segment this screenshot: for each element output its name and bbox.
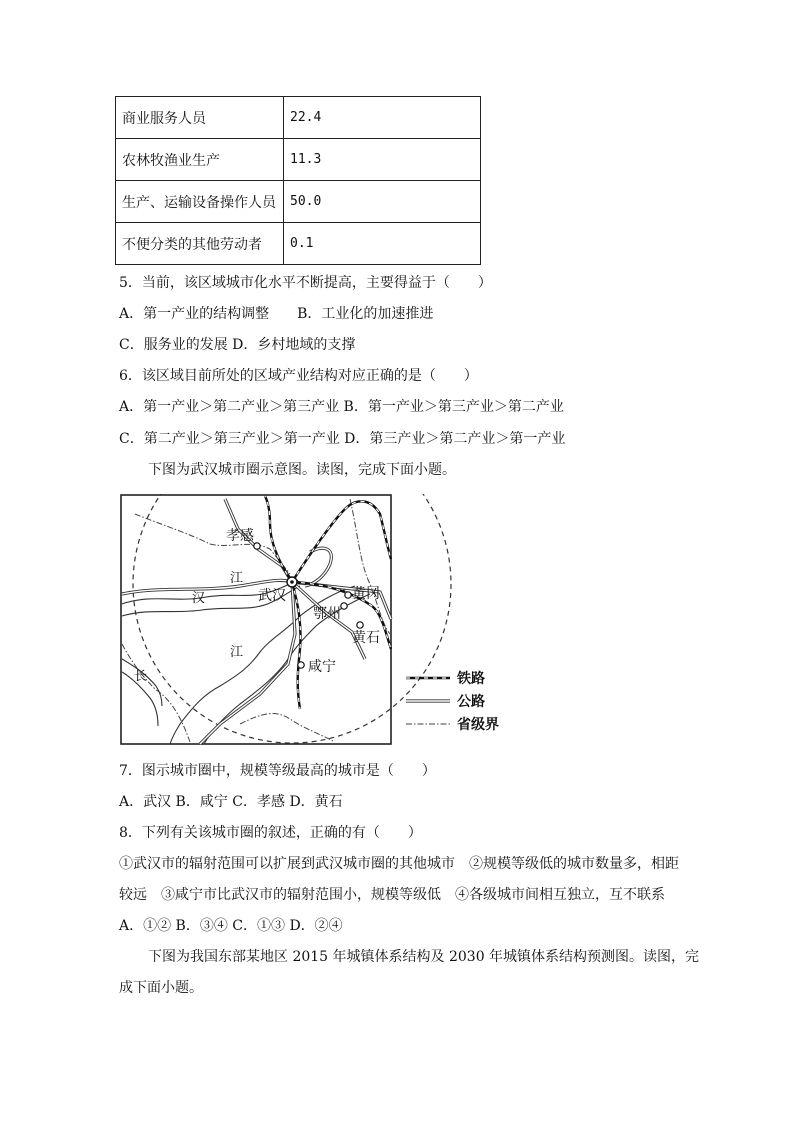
table-row (116, 181, 481, 223)
wuhan-city-circle-map (120, 494, 512, 750)
table-cell-category: 农林牧渔业生产 (116, 139, 284, 181)
occupation-table (115, 96, 481, 265)
q8-stem: 8．下列有关该城市圈的叙述，正确的有（ ） (119, 825, 422, 841)
river-label-han-jiang: 江 (230, 571, 244, 586)
q7-stem: 7．图示城市圈中，规模等级最高的城市是（ ） (119, 763, 436, 779)
table-row (116, 223, 481, 265)
city-marker-huanggang (345, 592, 351, 598)
city-marker-xianning (298, 662, 304, 668)
city-label-huangshi: 黄石 (352, 630, 380, 646)
table-cell-value: 22.4 (284, 97, 481, 139)
q6-options-ab: A．第一产业＞第二产业＞第三产业 B．第一产业＞第三产业＞第二产业 (119, 399, 564, 415)
river-label-chang: 长 (134, 669, 148, 684)
table-cell-value: 0.1 (284, 223, 481, 265)
table-cell-value: 50.0 (284, 181, 481, 223)
city-label-xianning: 咸宁 (308, 659, 336, 675)
table-row (116, 97, 481, 139)
map-legend (406, 670, 499, 733)
legend-highway: 公路 (457, 694, 485, 710)
table-cell-category: 商业服务人员 (116, 97, 284, 139)
legend-railway: 铁路 (457, 671, 485, 687)
table-cell-value: 11.3 (284, 139, 481, 181)
q6-stem: 6．该区域目前所处的区域产业结构对应正确的是（ ） (119, 368, 478, 384)
table-cell-category: 不便分类的其他劳动者 (116, 223, 284, 265)
map-frame (121, 495, 391, 744)
next-intro-line2: 成下面小题。 (119, 980, 203, 996)
city-label-ezhou: 鄂州 (313, 606, 341, 622)
table-cell-category: 生产、运输设备操作人员 (116, 181, 284, 223)
river-label-chang-jiang: 江 (230, 645, 244, 660)
city-marker-wuhan-dot (290, 580, 294, 584)
city-marker-xiaogan (254, 543, 260, 549)
city-marker-huangshi (357, 622, 363, 628)
city-marker-ezhou (341, 603, 347, 609)
q6-options-cd: C．第二产业＞第三产业＞第一产业 D．第三产业＞第二产业＞第一产业 (119, 431, 566, 447)
city-label-wuhan: 武汉 (258, 588, 286, 604)
table-row (116, 139, 481, 181)
river-label-han: 汉 (192, 591, 206, 606)
q8-statements-line1: ①武汉市的辐射范围可以扩展到武汉城市圈的其他城市 ②规模等级低的城市数量多，相距 (119, 856, 679, 872)
q5-options-cd: C．服务业的发展 D．乡村地域的支撑 (119, 337, 356, 353)
map-intro: 下图为武汉城市圈示意图。读图，完成下面小题。 (148, 462, 456, 478)
city-label-xiaogan: 孝感 (226, 528, 254, 544)
next-intro-line1: 下图为我国东部某地区 2015 年城镇体系结构及 2030 年城镇体系结构预测图。读图，完 (148, 949, 700, 965)
q7-options: A．武汉 B．咸宁 C．孝感 D．黄石 (119, 794, 343, 810)
q5-stem: 5．当前，该区域城市化水平不断提高，主要得益于（ ） (119, 275, 492, 291)
city-label-huanggang: 黄冈 (352, 586, 380, 602)
q8-statements-line2: 较远 ③咸宁市比武汉市的辐射范围小，规模等级低 ④各级城市间相互独立，互不联系 (119, 887, 665, 903)
q5-options-ab: A．第一产业的结构调整 B．工业化的加速推进 (119, 306, 434, 322)
q8-options: A．①② B．③④ C．①③ D．②④ (119, 918, 343, 934)
legend-boundary: 省级界 (457, 717, 499, 733)
